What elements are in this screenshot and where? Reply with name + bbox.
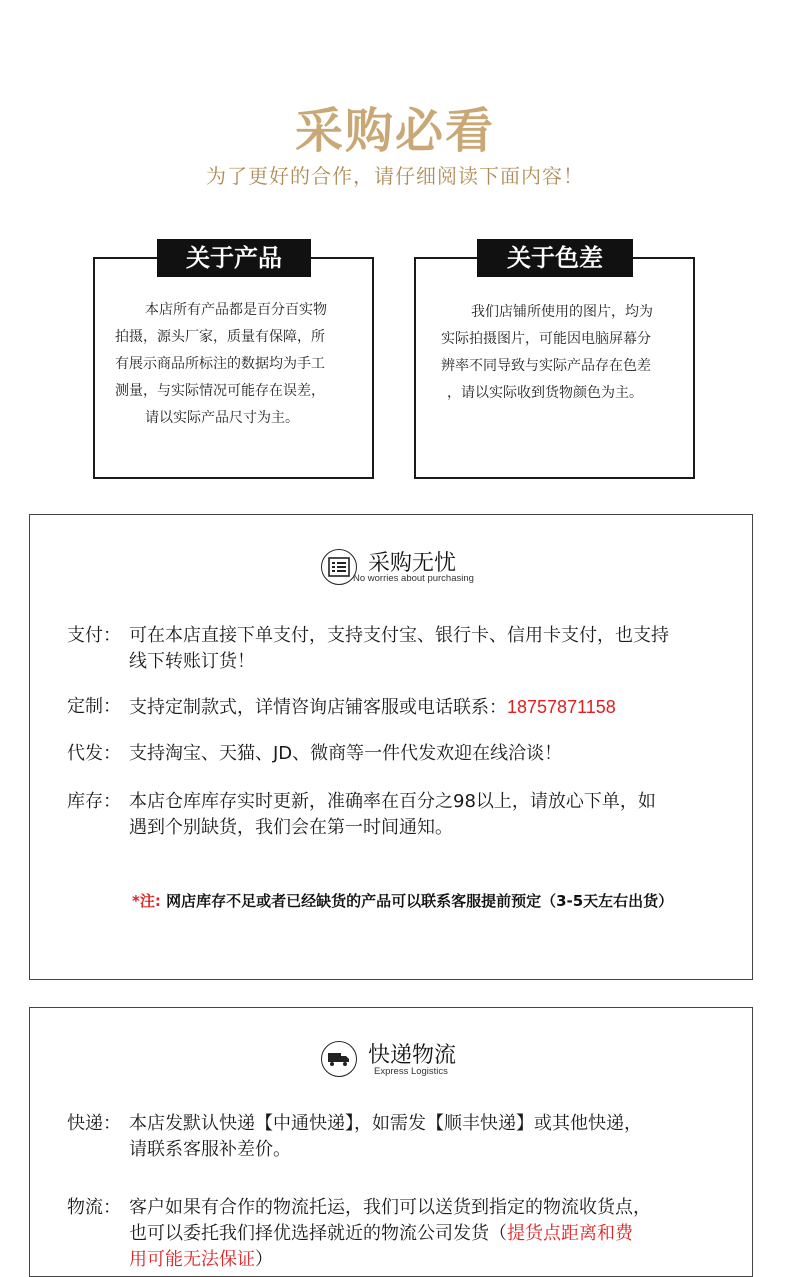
stock-note: [132, 890, 673, 911]
about-color-line: 辨率不同导致与实际产品存在色差: [441, 358, 651, 374]
about-product-line: 拍摄，源头厂家，质量有保障，所: [115, 329, 325, 345]
about-color-line: ，请以实际收到货物颜色为主。: [447, 385, 643, 401]
page-title: 采购必看: [294, 103, 495, 159]
about-product-line: 本店所有产品都是百分百实物: [145, 302, 327, 318]
stock-text-line1: 本店仓库库存实时更新，准确率在百分之98以上，请放心下单，如: [129, 791, 656, 812]
freight-text-line1: 客户如果有合作的物流托运，我们可以送货到指定的物流收货点，: [129, 1197, 651, 1218]
express-label: 快递：: [67, 1113, 121, 1134]
customization-label: 定制：: [67, 696, 121, 717]
about-product-box: [93, 257, 374, 479]
freight-row: [67, 1195, 747, 1273]
about-product-line: 请以实际产品尺寸为主。: [145, 410, 299, 426]
freight-text-line2-a: 也可以委托我们择优选择就近的物流公司发货（: [129, 1223, 507, 1244]
express-text-line2: 请联系客服补差价。: [129, 1139, 291, 1160]
logistics-section-title: 快递物流: [368, 1043, 457, 1068]
freight-text-line2: [129, 1221, 633, 1247]
payment-label: 支付：: [67, 625, 121, 646]
about-product-tag: 关于产品: [157, 239, 311, 277]
about-color-text: [441, 299, 681, 407]
list-document-icon: [321, 549, 357, 585]
stock-row: [67, 789, 747, 841]
dropship-row: [67, 741, 747, 767]
dropship-label: 代发：: [67, 743, 121, 764]
customization-text: 支持定制款式，详情咨询店铺客服或电话联系：: [129, 697, 507, 718]
delivery-truck-icon: [321, 1041, 357, 1077]
note-text: 网店库存不足或者已经缺货的产品可以联系客服提前预定（3-5天左右出货）: [166, 892, 674, 910]
page-subtitle: 为了更好的合作，请仔细阅读下面内容！: [206, 164, 584, 188]
about-product-line: 测量，与实际情况可能存在误差，: [115, 383, 325, 399]
stock-text-line2: 遇到个别缺货，我们会在第一时间通知。: [129, 817, 453, 838]
payment-text-line2: 线下转账订货！: [129, 651, 255, 672]
stock-label: 库存：: [67, 791, 121, 812]
note-mark: *注:: [132, 892, 161, 910]
about-color-box: [414, 257, 695, 479]
about-color-line: 我们店铺所使用的图片，均为: [471, 304, 653, 320]
purchase-section-title: 采购无忧: [368, 551, 457, 576]
customization-row: [67, 694, 747, 720]
about-product-text: [115, 297, 360, 432]
dropship-text: 支持淘宝、天猫、JD、微商等一件代发欢迎在线洽谈！: [129, 743, 563, 764]
payment-text-line1: 可在本店直接下单支付，支持支付宝、银行卡、信用卡支付，也支持: [129, 625, 669, 646]
express-row: [67, 1111, 747, 1163]
phone-number[interactable]: 18757871158: [507, 697, 616, 717]
customization-text-wrap: [129, 694, 616, 721]
freight-warning-1: 提货点距离和费: [507, 1223, 633, 1244]
logistics-section: [29, 1007, 753, 1277]
about-color-line: 实际拍摄图片，可能因电脑屏幕分: [441, 331, 651, 347]
payment-row: [67, 623, 747, 675]
freight-text-line3: [129, 1247, 273, 1273]
about-color-tag: 关于色差: [477, 239, 633, 277]
purchase-section-subtitle: No worries about purchasing: [353, 573, 474, 584]
purchase-section: [29, 514, 753, 980]
freight-warning-2: 用可能无法保证: [129, 1249, 255, 1270]
about-product-line: 有展示商品所标注的数据均为手工: [115, 356, 325, 372]
freight-label: 物流：: [67, 1197, 121, 1218]
freight-close-paren: ）: [255, 1249, 273, 1270]
logistics-section-subtitle: Express Logistics: [374, 1066, 448, 1077]
express-text-line1: 本店发默认快递【中通快递】，如需发【顺丰快递】或其他快递，: [129, 1113, 642, 1134]
